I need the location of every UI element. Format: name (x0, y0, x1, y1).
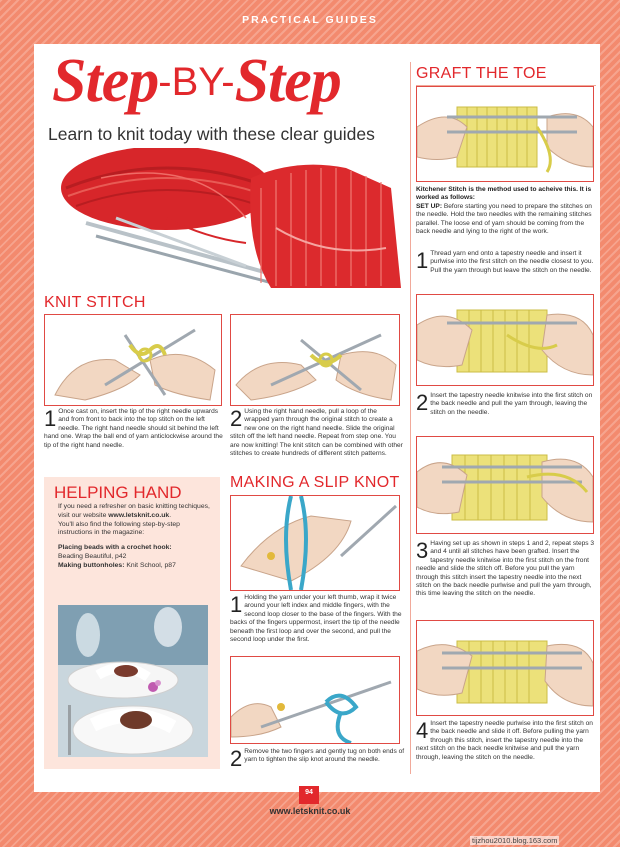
step-number: 1 (44, 406, 57, 431)
helping-hand-line2: You'll also find the following step-by-step instructions in the magazine: (58, 520, 180, 537)
title-dash-1: - (158, 60, 172, 104)
step-number: 1 (416, 248, 429, 273)
step-text: Holding the yarn under your left thumb, wrap it twice around your left index and middle fingers, with the second loop closer to the base of the fingers. With the backs of the fingers uppermost, insert the tip of the needle beneath the first loop and over the second, and pull the second loop under the first. (230, 594, 402, 644)
helping-hand-body (58, 503, 214, 571)
section-header: PRACTICAL GUIDES (242, 14, 378, 26)
hero-yarn-photo (46, 148, 406, 288)
slip-knot-step2-image (230, 656, 400, 744)
column-divider (410, 62, 411, 774)
step-number: 2 (416, 390, 429, 415)
graft-toe-step4-image (416, 620, 594, 716)
graft-toe-step3 (416, 540, 596, 599)
step-number: 4 (416, 718, 429, 743)
helping-hand-heading: HELPING HAND (54, 483, 182, 502)
title-step-1: Step (52, 47, 159, 115)
hands-knitting-icon (45, 315, 221, 405)
knit-stitch-step2 (230, 408, 404, 458)
website-link[interactable]: www.letsknit.co.uk (108, 511, 170, 519)
setup-label: SET UP: (416, 202, 443, 210)
watermark: tijzhou2010.blog.163.com (472, 836, 558, 845)
step-number: 3 (416, 538, 429, 563)
page-title (52, 47, 341, 115)
hands-knitting-icon (231, 315, 399, 405)
slip-knot-heading: MAKING A SLIP KNOT (230, 474, 400, 491)
graft-toe-intro (416, 186, 596, 236)
footer-url: www.letsknit.co.uk (269, 806, 351, 816)
step-text: Insert the tapestry needle knitwise into the first stitch on the back needle and pull the yarn through, leaving the stitch on the needle. (430, 392, 593, 416)
step-number: 2 (230, 746, 243, 771)
step-number: 2 (230, 406, 243, 431)
tapestry-needle-knitwise-icon (417, 295, 593, 385)
knit-stitch-step2-image (230, 314, 400, 406)
helping-hand-box (44, 477, 220, 769)
graft-toe-heading: GRAFT THE TOE (416, 65, 596, 86)
setup-text: Before starting you need to prepare the stitches on the needle. Hold the two needles with the remaining stitches parallel. The loose end of yarn should be coming from the back needle and lying to the right of the work. (416, 202, 592, 236)
graft-toe-step2-image (416, 294, 594, 386)
title-step-2: Step (234, 47, 341, 115)
step-number: 1 (230, 592, 243, 617)
knit-stitch-step1-image (44, 314, 222, 406)
knit-stitch-step1 (44, 408, 224, 450)
yarn-ball-and-sock-illustration (46, 148, 406, 288)
table-setting-photo (58, 605, 208, 757)
helping-hand-item1: Placing beads with a crochet hook: Beading Beautiful, p42 (58, 544, 172, 560)
page-number: 94 (299, 786, 319, 804)
graft-toe-step2 (416, 392, 596, 417)
tapestry-needle-purlwise-icon (417, 437, 593, 533)
graft-toe-intro-bold: Kitchener Stitch is the method used to acheive this. It is worked as follows: (416, 186, 592, 202)
grafting-needles-icon (417, 87, 593, 181)
graft-toe-step3-image (416, 436, 594, 534)
graft-toe-step4 (416, 720, 596, 762)
tapestry-needle-slide-off-icon (417, 621, 593, 715)
graft-toe-step1 (416, 250, 596, 275)
slip-knot-step1 (230, 594, 406, 644)
title-by: BY (171, 60, 222, 104)
slip-knot-step2 (230, 748, 406, 769)
title-dash-2: - (221, 60, 235, 104)
page-subtitle: Learn to knit today with these clear guides (48, 124, 375, 144)
step-text: Having set up as shown in steps 1 and 2, repeat steps 3 and 4 until all stitches have been grafted. Insert the tapestry needle knitwise into the first stitch on the front needle and slide the stitch off. Before you pull the yarn through this stitch insert the tapestry needle into the next stitch on the back needle purlwise and pull the yarn through, this time leaving the stitch on the needle. (416, 540, 595, 598)
step-text: Remove the two fingers and gently tug on both ends of yarn to tighten the slip knot around the needle. (244, 748, 405, 764)
helping-hand-intro: If you need a refresher on basic knitting techiques, visit our website www.letsknit.co.uk. (58, 503, 210, 519)
slip-knot-on-needle-icon (231, 657, 399, 743)
step-text: Using the right hand needle, pull a loop of the wrapped yarn through the original stitch to create a new one on the right hand needle. Slide the original stitch off the left hand needle. Repeat from step one. You are now knitting! The knit stitch can be combined with other stitches to create hundreds of different stitch patterns. (230, 408, 403, 458)
helping-hand-item2: Making buttonholes: Knit School, p87 (58, 561, 176, 569)
napkin-ring-table-setting-illustration (58, 605, 208, 757)
step-text: Insert the tapestry needle purlwise into the first stitch on the back needle and slide it off. Before pulling the yarn through this stitch, insert the tapestry needle into the next stitch on the back needle knitwise and pull the yarn through, leaving the stitch on the needle. (416, 720, 593, 761)
step-text: Thread yarn end onto a tapestry needle and insert it purlwise into the first stitch on the needle closest to you. Pull the yarn through but leave the stitch on the needle. (430, 250, 594, 274)
slip-knot-step1-image (230, 495, 400, 591)
step-text: Once cast on, insert the tip of the right needle upwards and from front to back into the top stitch on the left needle. The right hand needle should sit behind the left hand one. Wrap the ball end of yarn anticlockwise around the tip of the right hand needle. (44, 408, 223, 449)
hand-wrapping-yarn-icon (231, 496, 399, 590)
graft-toe-setup-image (416, 86, 594, 182)
knit-stitch-heading: KNIT STITCH (44, 294, 146, 311)
